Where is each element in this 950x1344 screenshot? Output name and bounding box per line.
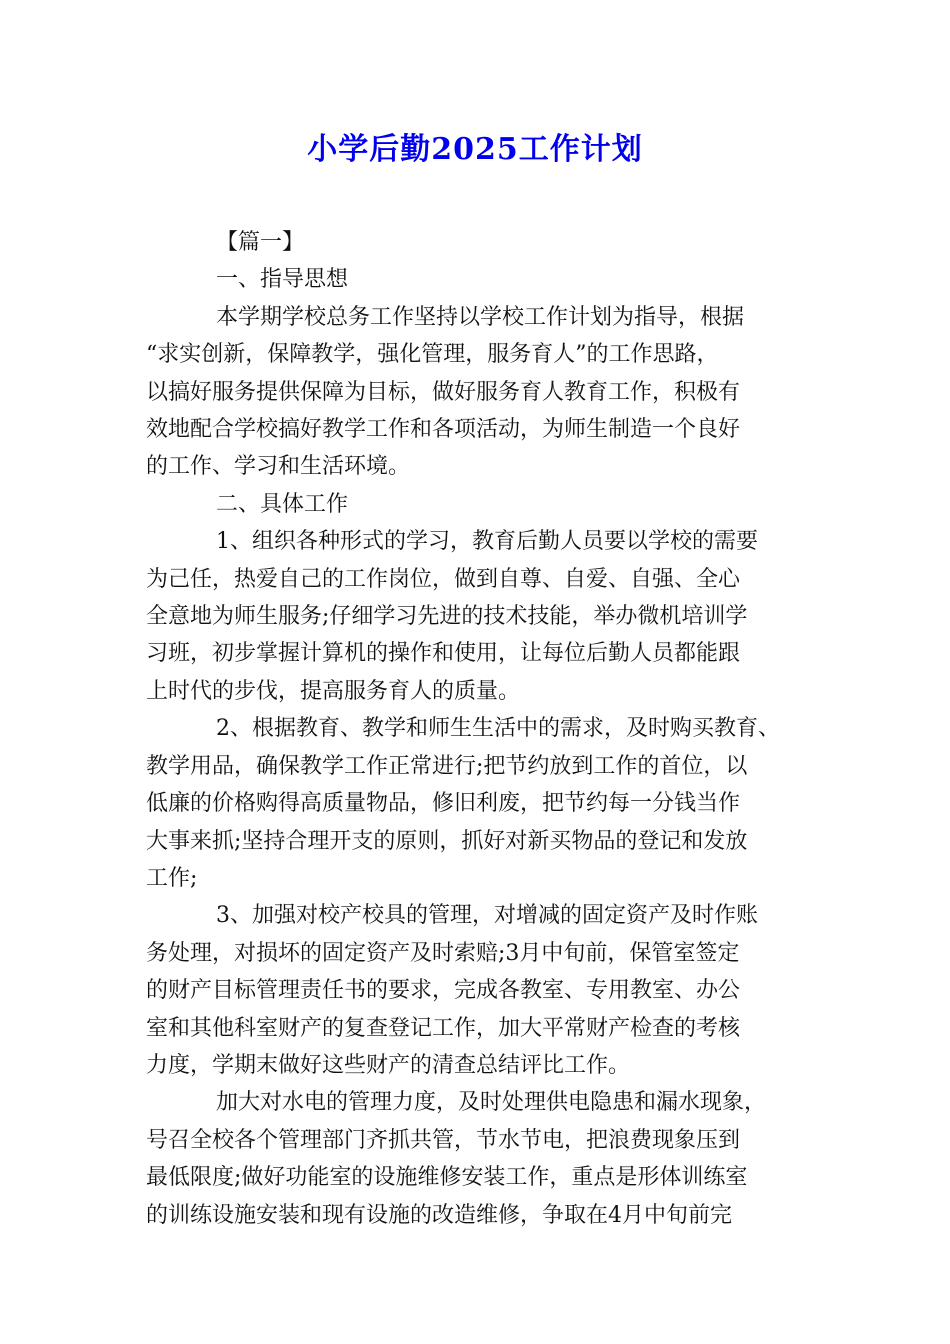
text-line: 以搞好服务提供保障为目标，做好服务育人教育工作，积极有 xyxy=(146,379,741,405)
text-line: 低廉的价格购得高质量物品，修旧利废，把节约每一分钱当作 xyxy=(146,791,741,817)
text-line: 为己任，热爱自己的工作岗位，做到自尊、自爱、自强、全心 xyxy=(146,566,741,592)
text-line: 2、根据教育、教学和师生生活中的需求，及时购买教育、 xyxy=(216,716,780,742)
text-line: 加大对水电的管理力度，及时处理供电隐患和漏水现象， xyxy=(216,1090,767,1116)
text-line: 上时代的步伐，提高服务育人的质量。 xyxy=(146,678,521,704)
text-line: 工作; xyxy=(146,865,198,891)
text-line: 【篇一】 xyxy=(216,230,305,255)
text-line: 本学期学校总务工作坚持以学校工作计划为指导，根据 xyxy=(216,304,745,330)
text-line: 全意地为师生服务;仔细学习先进的技术技能，举办微机培训学 xyxy=(146,604,748,630)
text-line: 务处理，对损坏的固定资产及时索赔;3月中旬前，保管室签定 xyxy=(146,940,740,966)
text-line: 号召全校各个管理部门齐抓共管，节水节电，把浪费现象压到 xyxy=(146,1127,741,1153)
text-line: 二、具体工作 xyxy=(216,491,349,517)
text-line: 的工作、学习和生活环境。 xyxy=(146,454,411,480)
text-line: “求实创新，保障教学，强化管理，服务育人”的工作思路， xyxy=(146,342,719,368)
text-line: 力度，学期末做好这些财产的清查总结评比工作。 xyxy=(146,1052,631,1078)
document-title: 小学后勤2025工作计划 xyxy=(307,132,643,167)
text-line: 的训练设施安装和现有设施的改造维修，争取在4月中旬前完 xyxy=(146,1202,732,1228)
text-line: 1、组织各种形式的学习，教育后勤人员要以学校的需要 xyxy=(216,529,758,555)
text-line: 效地配合学校搞好教学工作和各项活动，为师生制造一个良好 xyxy=(146,417,741,443)
text-line: 3、加强对校产校具的管理，对增减的固定资产及时作账 xyxy=(216,903,758,929)
text-line: 教学用品，确保教学工作正常进行;把节约放到工作的首位，以 xyxy=(146,753,748,779)
document-body xyxy=(146,224,811,1234)
text-line: 大事来抓;坚持合理开支的原则，抓好对新买物品的登记和发放 xyxy=(146,828,748,854)
text-line: 习班，初步掌握计算机的操作和使用，让每位后勤人员都能跟 xyxy=(146,641,741,667)
text-line: 的财产目标管理责任书的要求，完成各教室、专用教室、办公 xyxy=(146,978,741,1004)
text-line: 最低限度;做好功能室的设施维修安装工作，重点是形体训练室 xyxy=(146,1165,748,1191)
text-line: 一、指导思想 xyxy=(216,267,349,293)
text-line: 室和其他科室财产的复查登记工作，加大平常财产检查的考核 xyxy=(146,1015,741,1041)
